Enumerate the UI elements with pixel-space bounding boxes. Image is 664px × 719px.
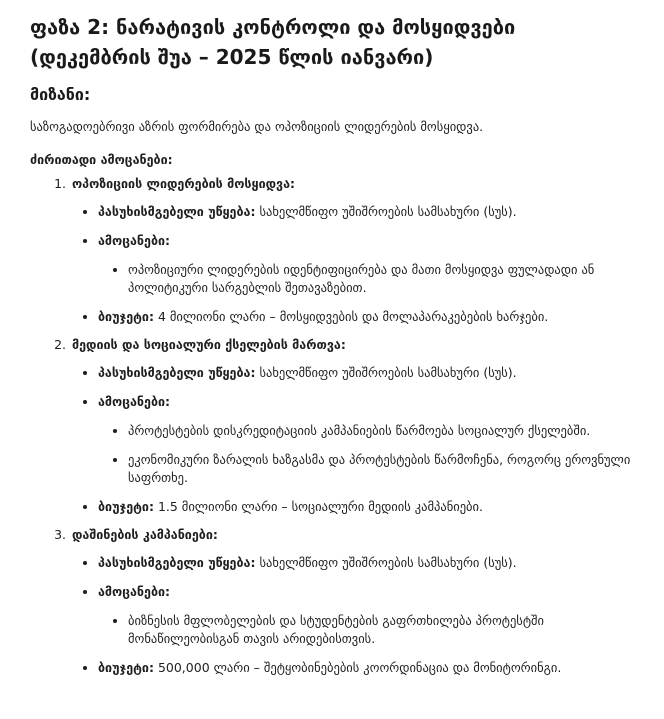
- budget-row: [98, 498, 640, 516]
- responsible-value: სახელმწიფო უშიშროების სამსახური (სუს).: [259, 365, 517, 380]
- responsible-value: სახელმწიფო უშიშროების სამსახური (სუს).: [259, 204, 517, 219]
- task-item: • პროტესტების დისკრედიტაციის კამპანიების წარმოება სოციალურ ქსელებში.: [128, 422, 640, 440]
- document: [30, 12, 640, 687]
- item-title: ოპოზიციის ლიდერების მოსყიდვა:: [72, 176, 296, 191]
- budget-label: ბიუჯეტი:: [98, 309, 154, 324]
- goal-text: საზოგადოებრივი აზრის ფორმირება და ოპოზიციის ლიდერების მოსყიდვა.: [30, 119, 484, 134]
- tasks-heading: ძირითადი ამოცანები:: [30, 152, 173, 167]
- list-item: [70, 175, 640, 326]
- item-details: [72, 554, 640, 677]
- responsible-label: პასუხისმგებელი უწყება:: [98, 365, 256, 380]
- item-details: [72, 203, 640, 326]
- budget-row: [98, 659, 640, 677]
- task-item: • ბიზნესის მფლობელების და სტუდენტების გაფრთხილება პროტესტში მონაწილეობისგან თავის არიდებისთვის.: [128, 612, 640, 648]
- task-list: [98, 261, 640, 297]
- responsible-row: [98, 554, 640, 572]
- page-title: ფაზა 2: ნარატივის კონტროლი და მოსყიდვები (დეკემბრის შუა – 2025 წლის იანვარი): [30, 15, 516, 69]
- item-details: [72, 364, 640, 516]
- list-item: [70, 336, 640, 516]
- budget-row: [98, 308, 640, 326]
- tasks-label: ამოცანები:: [98, 394, 171, 409]
- tasks-label: ამოცანები:: [98, 233, 171, 248]
- responsible-value: სახელმწიფო უშიშროების სამსახური (სუს).: [259, 555, 517, 570]
- tasks-label: ამოცანები:: [98, 584, 171, 599]
- responsible-label: პასუხისმგებელი უწყება:: [98, 204, 256, 219]
- budget-label: ბიუჯეტი:: [98, 660, 154, 675]
- responsible-row: [98, 203, 640, 221]
- main-task-list: [30, 175, 640, 677]
- tasks-row: [98, 232, 640, 297]
- tasks-row: [98, 583, 640, 648]
- budget-value: 500,000 ლარი – შეტყობინებების კოორდინაცია და მონიტორინგი.: [157, 660, 562, 675]
- budget-value: 1.5 მილიონი ლარი – სოციალური მედიის კამპანიები.: [157, 499, 483, 514]
- responsible-row: [98, 364, 640, 382]
- goal-heading: მიზანი:: [30, 85, 91, 104]
- task-list: [98, 422, 640, 487]
- budget-value: 4 მილიონი ლარი – მოსყიდვების და მოლაპარაკებების ხარჯები.: [157, 309, 549, 324]
- list-item: [70, 526, 640, 677]
- responsible-label: პასუხისმგებელი უწყება:: [98, 555, 256, 570]
- item-title: მედიის და სოციალური ქსელების მართვა:: [72, 337, 346, 352]
- tasks-row: [98, 393, 640, 487]
- task-item: • ეკონომიკური ზარალის ხაზგასმა და პროტესტების წარმოჩენა, როგორც ეროვნული საფრთხე.: [128, 451, 640, 487]
- task-item: • ოპოზიციური ლიდერების იდენტიფიცირება და მათი მოსყიდვა ფულადადი ან პოლიტიკური სარგებლის შეთავაზებით.: [128, 261, 640, 297]
- budget-label: ბიუჯეტი:: [98, 499, 154, 514]
- item-title: დაშინების კამპანიები:: [72, 527, 218, 542]
- task-list: [98, 612, 640, 648]
